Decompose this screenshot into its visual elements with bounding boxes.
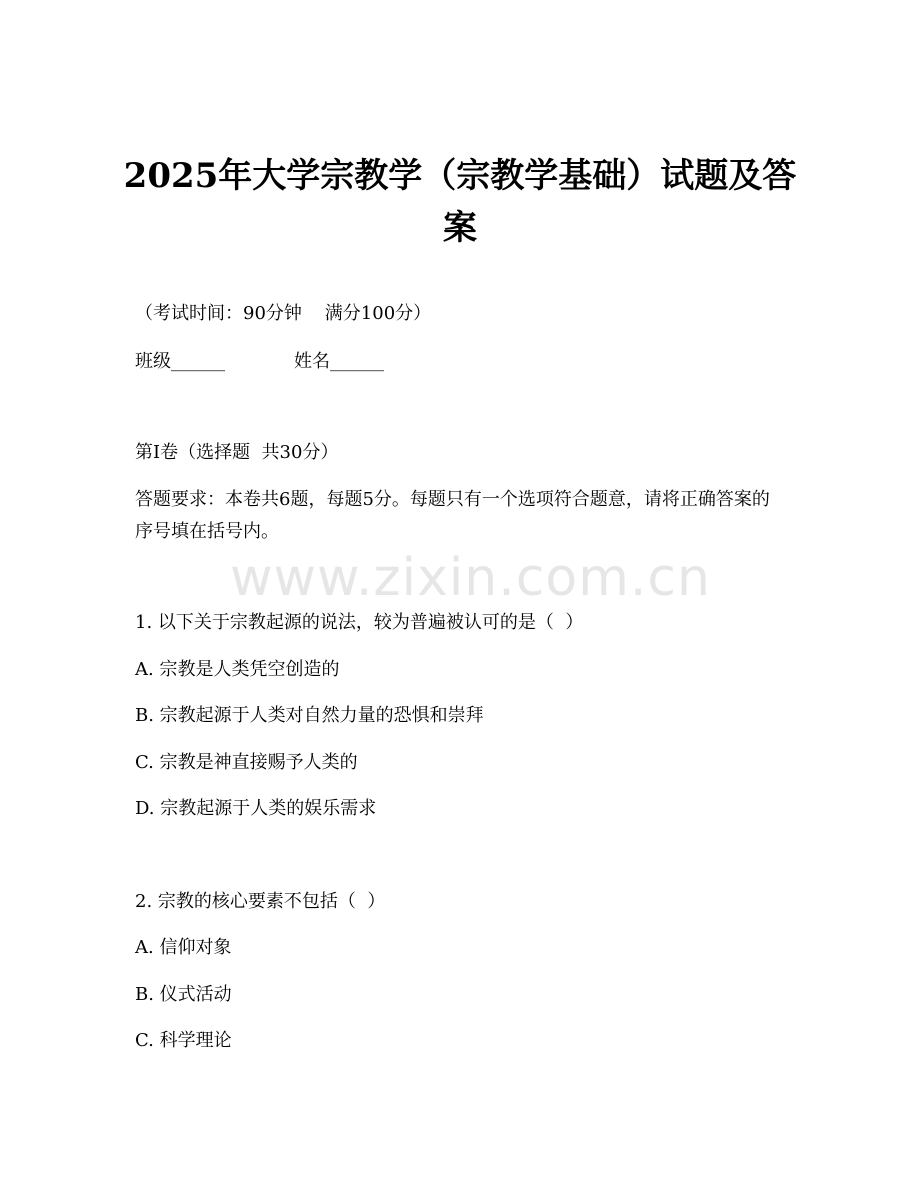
watermark: www.zixin.com.cn (230, 548, 711, 608)
question-1-option-b: B. 宗教起源于人类对自然力量的恐惧和崇拜 (135, 705, 484, 726)
section-heading: 第I卷（选择题 共30分） (135, 442, 339, 463)
class-field-label: 班级______ (135, 351, 225, 372)
question-1-option-a: A. 宗教是人类凭空创造的 (135, 659, 340, 680)
question-2-option-b: B. 仪式活动 (135, 984, 232, 1005)
name-field-label: 姓名______ (294, 351, 384, 372)
question-2-stem: 2. 宗教的核心要素不包括（ ） (135, 891, 386, 912)
exam-info: （考试时间：90分钟 满分100分） (135, 303, 432, 324)
document-title: 2025年大学宗教学（宗教学基础）试题及答案 (123, 156, 797, 248)
question-2-option-c: C. 科学理论 (135, 1030, 232, 1051)
question-1-option-c: C. 宗教是神直接赐予人类的 (135, 752, 358, 773)
question-1-stem: 1. 以下关于宗教起源的说法，较为普遍被认可的是（ ） (135, 612, 584, 633)
question-1-option-d: D. 宗教起源于人类的娱乐需求 (135, 798, 377, 819)
question-2-option-a: A. 信仰对象 (135, 937, 232, 958)
instructions: 答题要求：本卷共6题，每题5分。每题只有一个选项符合题意，请将正确答案的序号填在括号内。 (135, 489, 770, 542)
